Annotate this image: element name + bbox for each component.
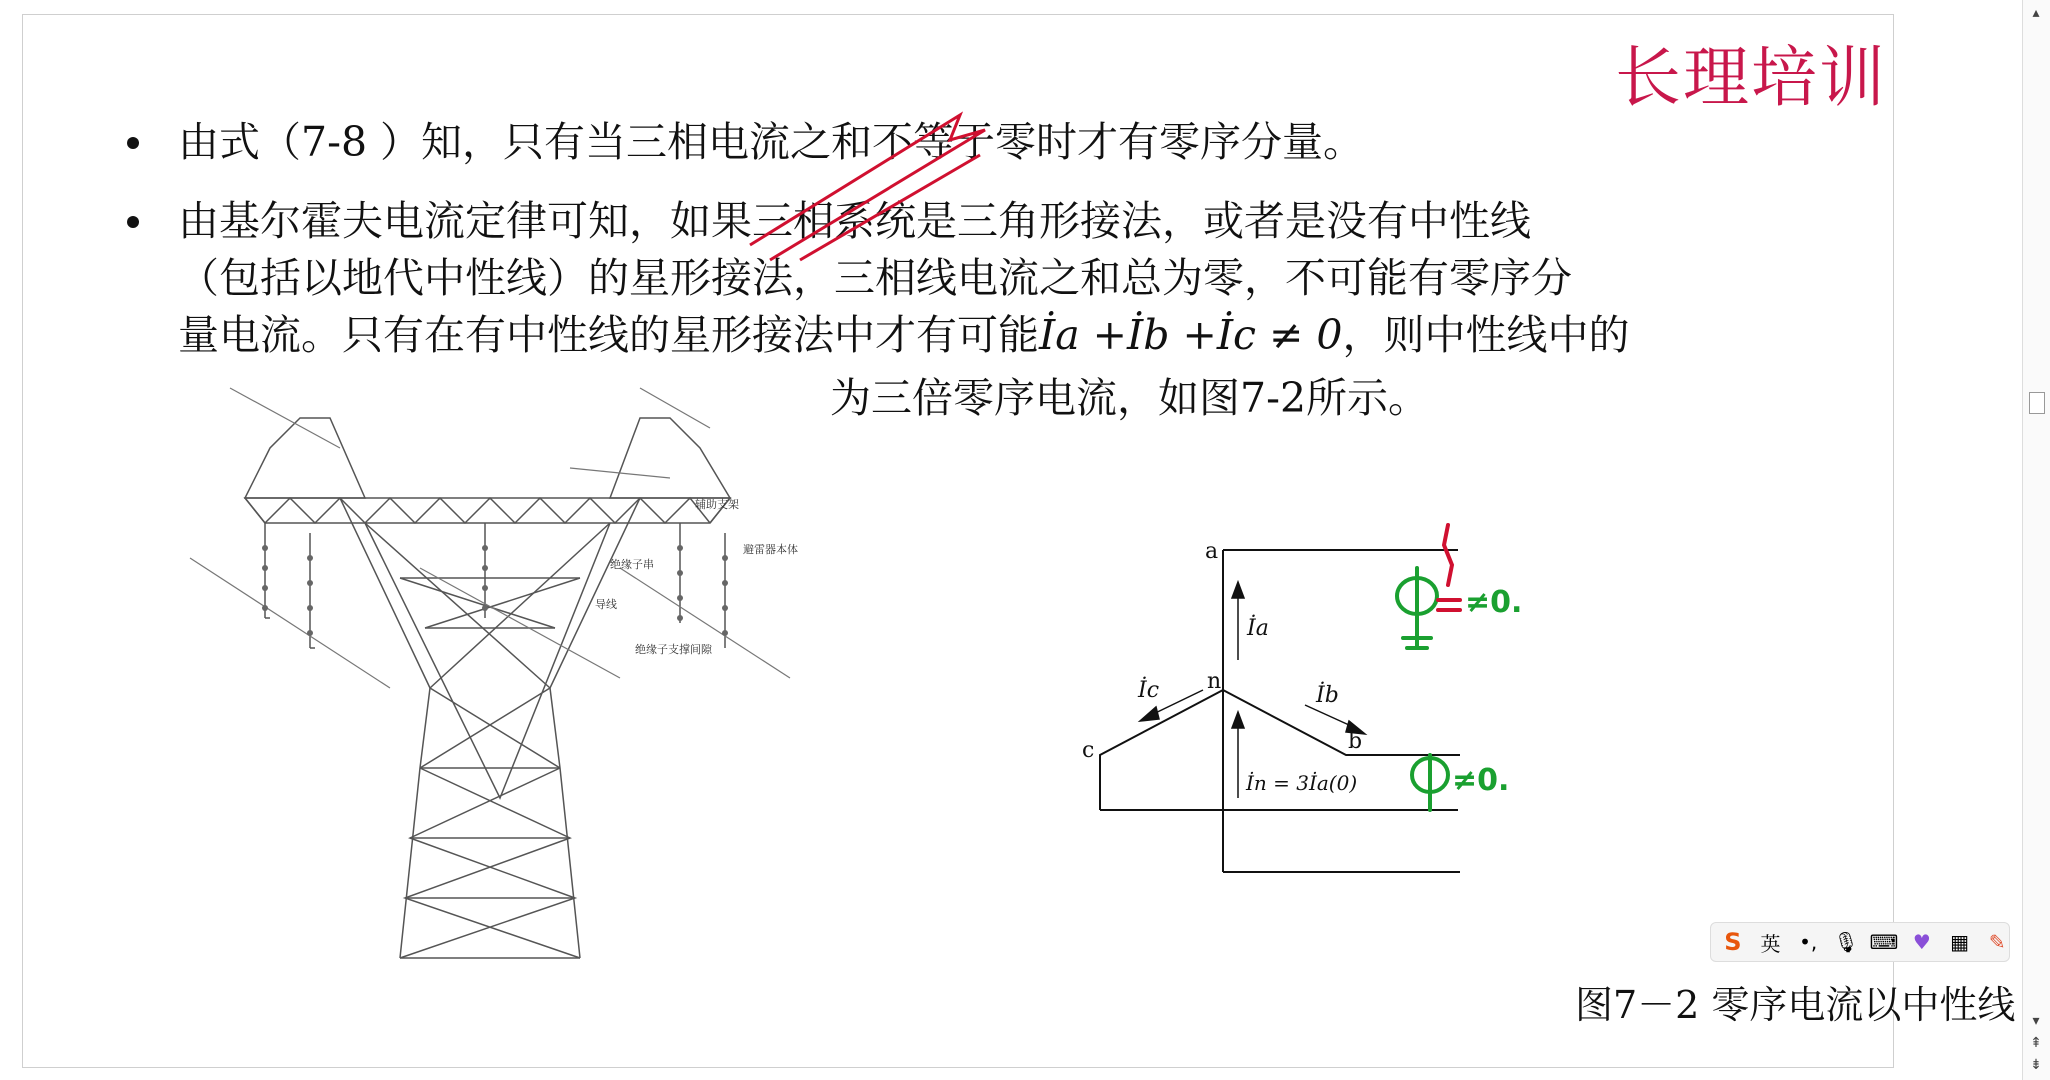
current-ic-label: İc bbox=[1138, 678, 1160, 703]
tower-label-aux-bracket: 辅助支架 bbox=[695, 498, 739, 511]
tower-label-arrester: 避雷器本体 bbox=[743, 543, 798, 556]
scroll-thumb[interactable] bbox=[2029, 392, 2045, 414]
node-a-label: a bbox=[1205, 539, 1219, 564]
node-c-label: c bbox=[1082, 738, 1095, 763]
ime-toolbar[interactable] bbox=[1710, 922, 2010, 962]
transmission-tower-drawing bbox=[170, 368, 826, 970]
handwriting-top: ≠0. bbox=[1465, 585, 1523, 620]
prev-page-icon[interactable]: ⇞ bbox=[2030, 1035, 2042, 1051]
bullet-dot bbox=[127, 137, 139, 149]
figure-caption: 图7－2 零序电流以中性线 bbox=[1575, 983, 2016, 1027]
handwriting-bottom: ≠0. bbox=[1452, 763, 1510, 798]
punctuation-icon[interactable]: •, bbox=[1799, 930, 1818, 954]
current-in-label: İn = 3İa(0) bbox=[1246, 771, 1358, 795]
node-b-label: b bbox=[1348, 729, 1363, 754]
tower-label-insulator-string: 绝缘子串 bbox=[610, 558, 654, 571]
bullet-2-line-3 bbox=[178, 307, 1798, 364]
bullet-2-line-2: （包括以地代中性线）的星形接法，三相线电流之和总为零，不可能有零序分 bbox=[178, 254, 1572, 302]
brand-title: 长理培训 bbox=[1615, 39, 1887, 116]
node-n-label: n bbox=[1207, 669, 1222, 694]
bullet-2-line-4: 为三倍零序电流，如图7-2所示。 bbox=[830, 374, 1430, 422]
red-pen-annotation bbox=[740, 110, 1000, 280]
microphone-icon[interactable]: 🎙 bbox=[1833, 930, 1859, 954]
tower-label-conductor: 导线 bbox=[595, 598, 617, 611]
ime-language-toggle[interactable]: 英 bbox=[1760, 931, 1781, 956]
scroll-up-icon[interactable]: ▴ bbox=[2032, 5, 2040, 21]
current-sum-formula: İa +İb +İc ≠ 0 bbox=[1039, 311, 1343, 359]
next-page-icon[interactable]: ⇟ bbox=[2030, 1057, 2042, 1073]
grid-menu-icon[interactable]: ▦ bbox=[1950, 930, 1969, 954]
skin-icon[interactable]: ♥ bbox=[1912, 930, 1931, 954]
bullet-2-line-3a: 量电流。只有在有中性线的星形接法中才有可能 bbox=[178, 311, 1039, 359]
current-ib-label: İb bbox=[1316, 683, 1339, 708]
tower-label-gap: 绝缘子支撑间隙 bbox=[635, 643, 712, 656]
vertical-scrollbar[interactable] bbox=[2022, 0, 2050, 1080]
bullet-dot bbox=[127, 216, 139, 228]
scroll-down-icon[interactable]: ▾ bbox=[2032, 1013, 2040, 1029]
bullet-2-line-1: 由基尔霍夫电流定律可知，如果三相系统是三角形接法，或者是没有中性线 bbox=[178, 197, 1531, 245]
bullet-2-line-3b: ，则中性线中的 bbox=[1342, 311, 1630, 359]
keyboard-icon[interactable]: ⌨ bbox=[1869, 930, 1899, 954]
bullet-1-text: 由式（7-8 ）知，只有当三相电流之和不等于零时才有零序分量。 bbox=[178, 118, 1365, 166]
transmission-tower-figure bbox=[170, 368, 826, 970]
sogou-logo-icon[interactable]: S bbox=[1724, 928, 1742, 956]
zero-sequence-circuit-diagram bbox=[1060, 520, 1540, 880]
brush-icon[interactable]: ✎ bbox=[1988, 930, 2006, 954]
current-ia-label: İa bbox=[1247, 616, 1269, 641]
